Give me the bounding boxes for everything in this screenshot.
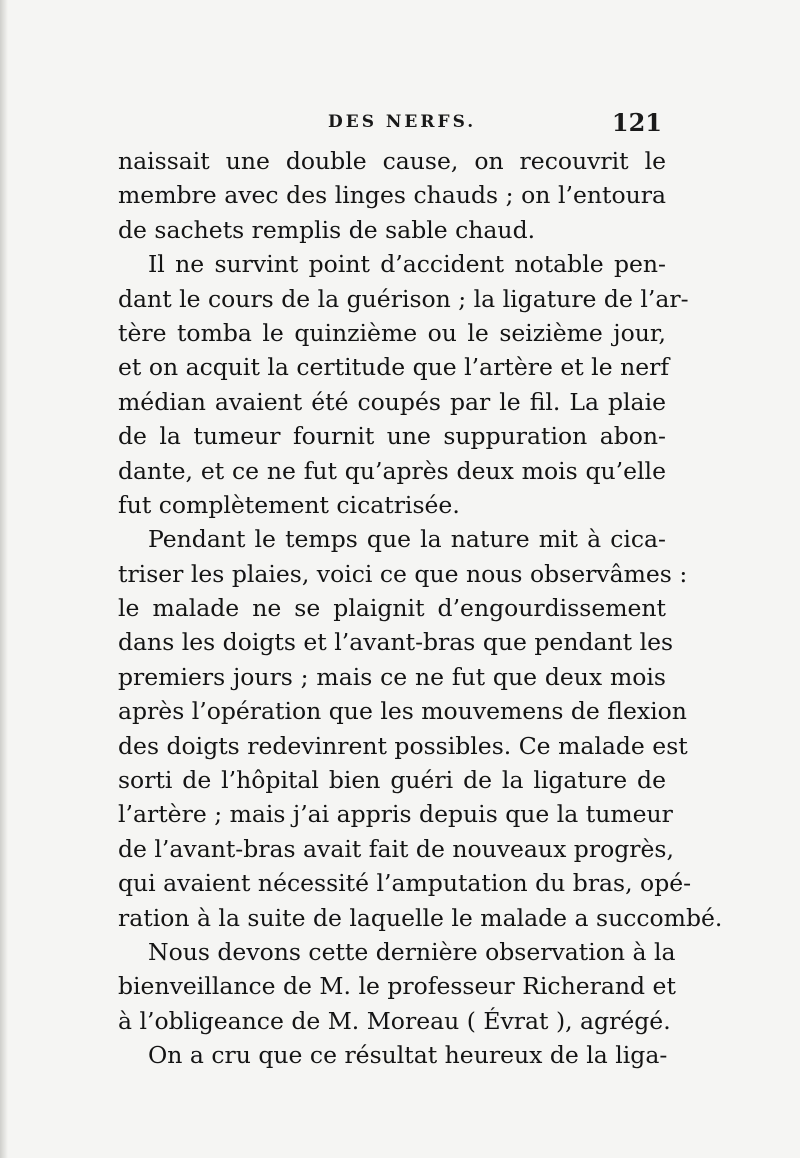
text-line: après l’opération que les mouvemens de flexion (118, 697, 687, 726)
text-line: à l’obligeance de M. Moreau ( Évrat ), agrégé. (118, 1006, 671, 1035)
text-line: premiers jours ; mais ce ne fut que deux mois (118, 662, 666, 691)
text-line: On a cru que ce résultat heureux de la liga- (148, 1041, 668, 1070)
text-line: de sachets remplis de sable chaud. (118, 215, 536, 244)
text-line: des doigts redevinrent possibles. Ce malade est (118, 731, 688, 760)
text-line: fut complètement cicatrisée. (118, 490, 460, 519)
text-line: bienveillance de M. le professeur Richerand et (118, 972, 676, 1001)
text-line: et on acquit la certitude que l’artère et le nerf (118, 353, 670, 382)
text-line: de la tumeur fournit une suppuration abon- (118, 422, 666, 451)
text-line: qui avaient nécessité l’amputation du bras, opé- (118, 869, 692, 898)
page-edge-shadow (0, 0, 8, 1158)
text-line: naissait une double cause, on recouvrit le (118, 147, 666, 175)
text-line: de l’avant-bras avait fait de nouveaux progrès, (118, 834, 674, 863)
text-line: l’artère ; mais j’ai appris depuis que la tumeur (118, 800, 673, 829)
text-line: sorti de l’hôpital bien guéri de la ligature de (118, 766, 666, 795)
page-number: 121 (611, 108, 662, 137)
page-header (118, 106, 666, 142)
text-line: dant le cours de la guérison ; la ligature de l’ar- (118, 284, 689, 313)
body-text (118, 144, 723, 1073)
text-line: ration à la suite de laquelle le malade a succombé. (118, 903, 723, 932)
text-line: tère tomba le quinzième ou le seizième jour, (118, 318, 666, 347)
text-line: dans les doigts et l’avant-bras que pendant les (118, 628, 674, 657)
text-line: Il ne survint point d’accident notable pen- (148, 250, 666, 279)
running-head: DES NERFS. (328, 112, 477, 132)
text-line: médian avaient été coupés par le fil. La plaie (118, 387, 666, 416)
text-line: Pendant le temps que la nature mit à cica- (148, 525, 666, 554)
text-line: Nous devons cette dernière observation à la (148, 937, 676, 966)
text-line: dante, et ce ne fut qu’après deux mois qu’elle (118, 456, 666, 485)
text-line: membre avec des linges chauds ; on l’entoura (118, 181, 666, 210)
text-line: le malade ne se plaignit d’engourdissement (118, 594, 666, 623)
text-line: triser les plaies, voici ce que nous observâmes : (118, 559, 688, 588)
